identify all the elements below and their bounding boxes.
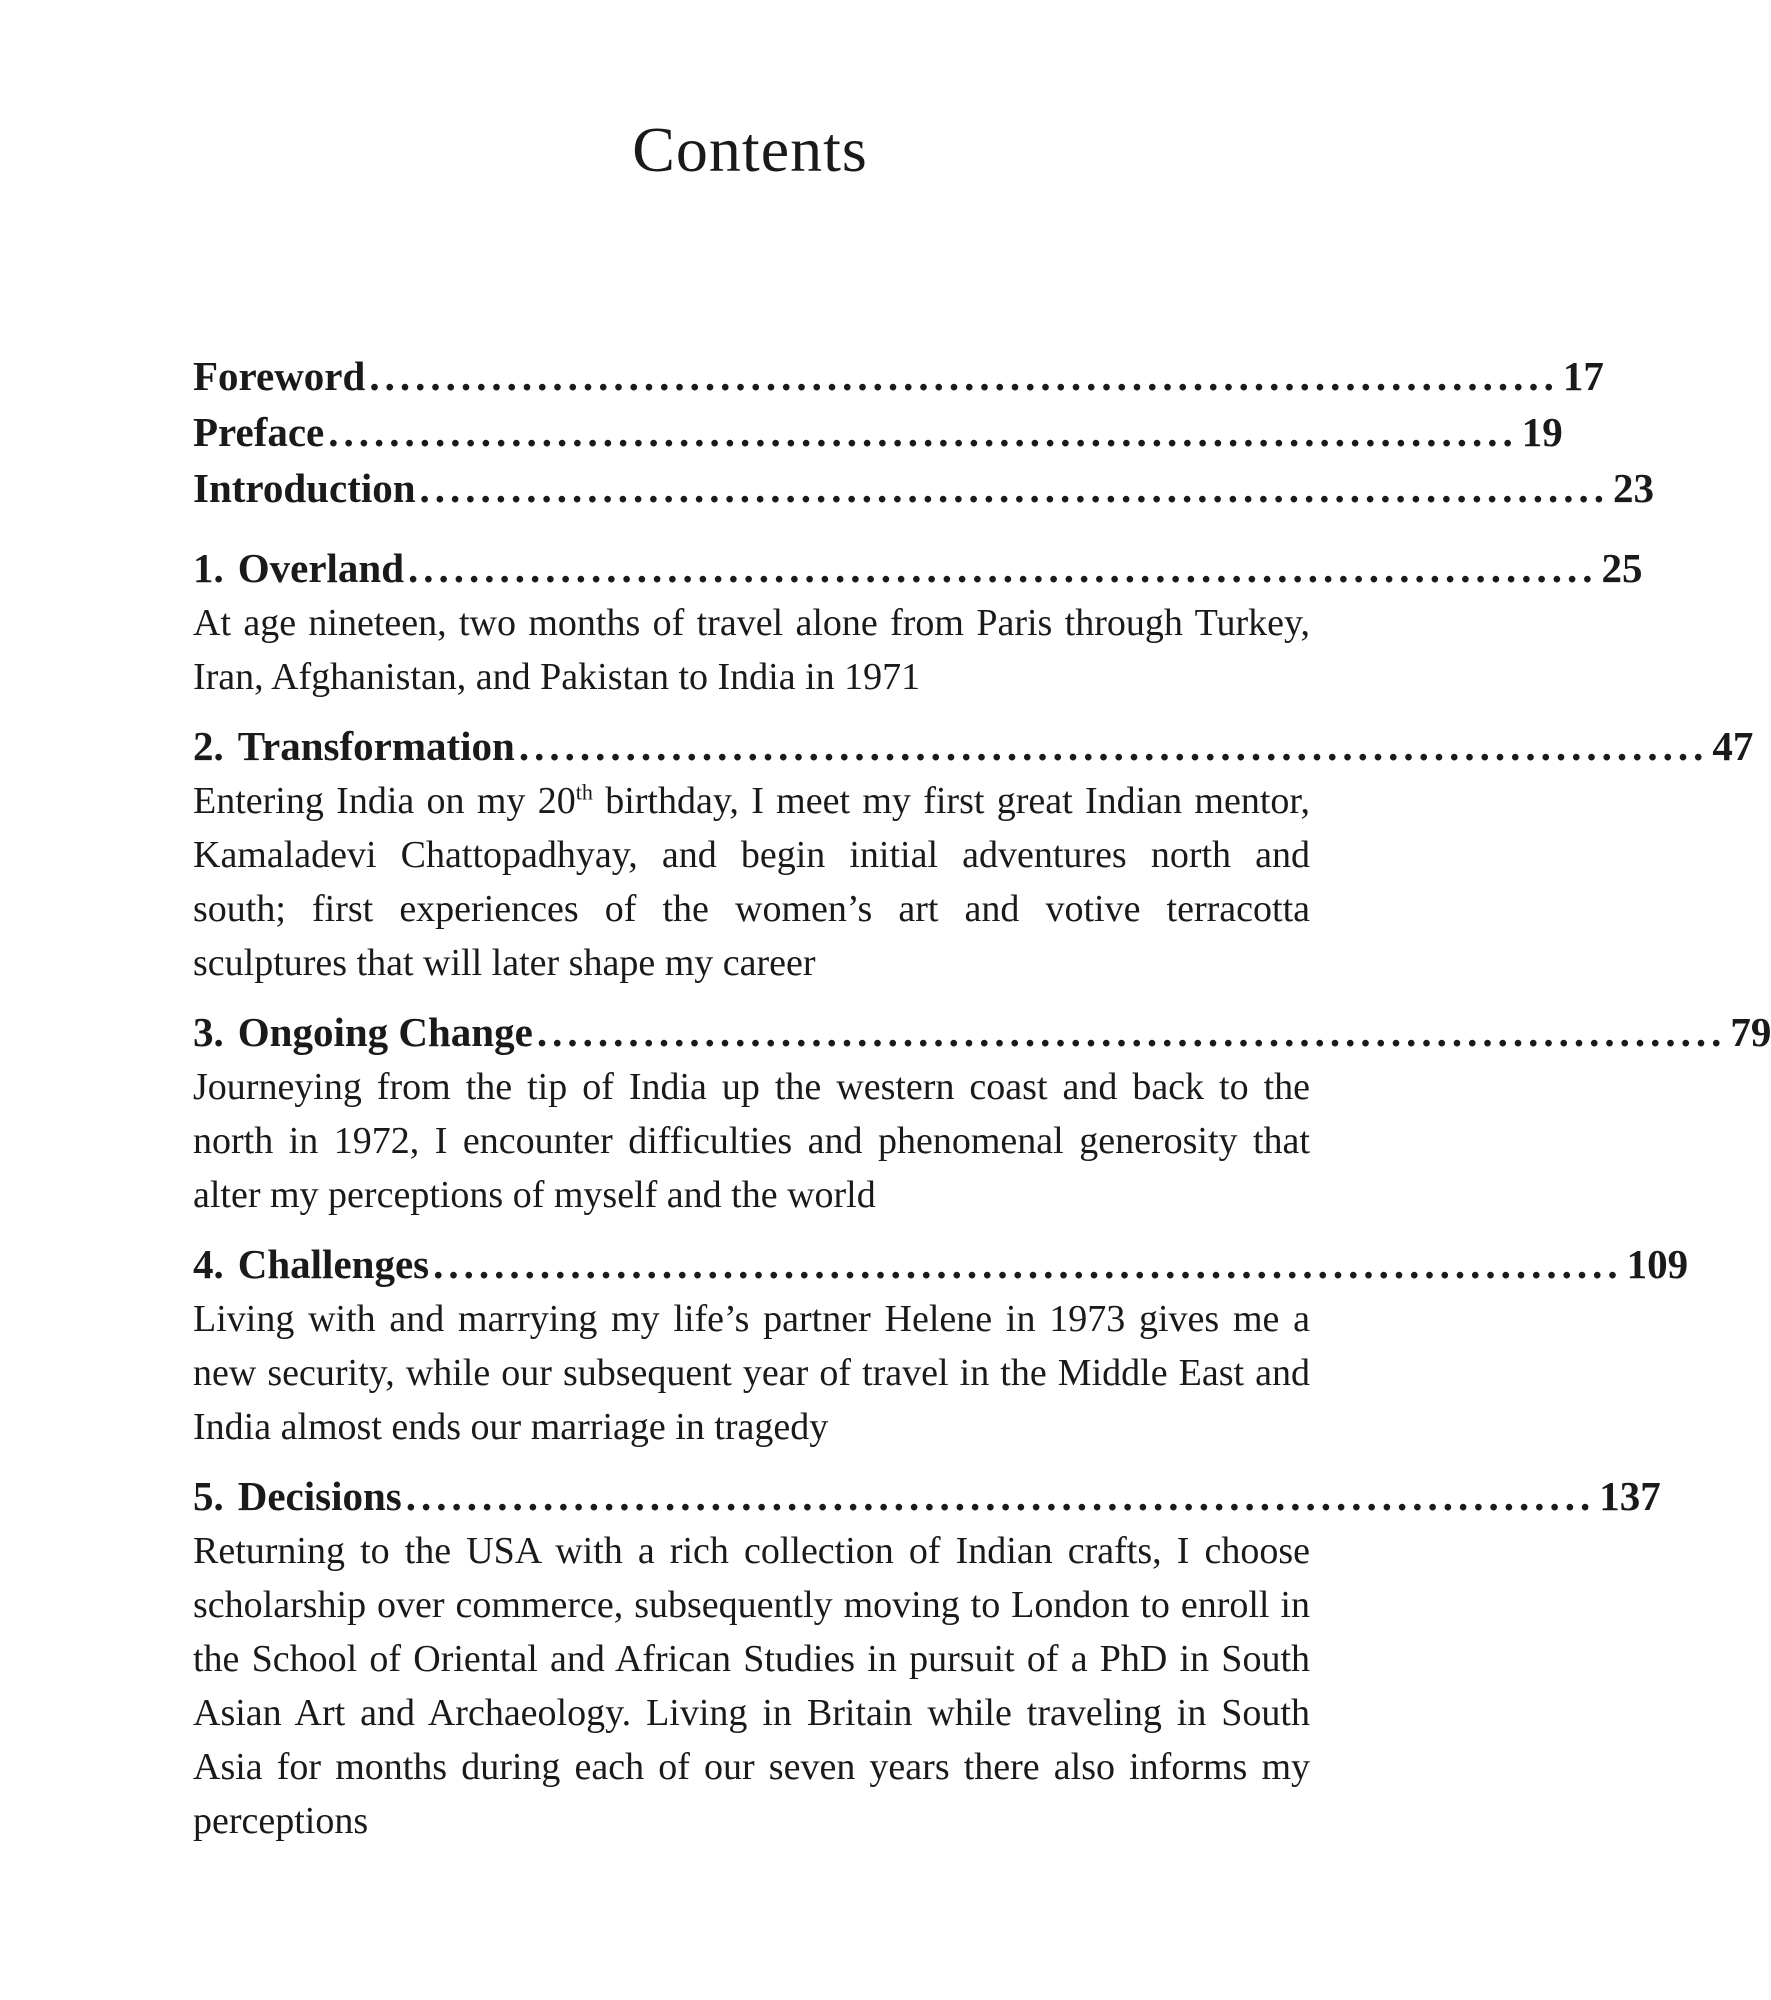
toc-entry-foreword[interactable] <box>193 348 1604 404</box>
chapter-title <box>193 718 515 774</box>
chapter-label: Decisions <box>237 1473 402 1519</box>
toc-chapter-4 <box>193 1236 1689 1454</box>
chapter-page-number: 137 <box>1599 1473 1661 1519</box>
entry-page-number: 19 <box>1521 409 1563 455</box>
chapter-page-number: 25 <box>1601 545 1643 591</box>
dot-leader: .............................................................................. <box>405 1473 1596 1519</box>
toc-chapter-3 <box>193 1004 1771 1222</box>
dot-leader: .............................................................................. <box>369 353 1559 399</box>
chapter-label: Transformation <box>237 723 515 769</box>
toc-entry-preface[interactable] <box>193 404 1563 460</box>
chapter-title <box>193 540 404 596</box>
chapter-number: 4. <box>193 1241 224 1287</box>
entry-page-number: 17 <box>1562 353 1604 399</box>
chapter-heading[interactable] <box>193 1468 1661 1524</box>
entry-label: Preface <box>193 409 325 455</box>
entry-label: Introduction <box>193 465 416 511</box>
chapter-list <box>193 540 1771 1848</box>
chapter-number: 1. <box>193 545 224 591</box>
chapter-label: Overland <box>237 545 405 591</box>
chapter-number: 3. <box>193 1009 224 1055</box>
chapter-heading[interactable] <box>193 718 1754 774</box>
dot-leader: .............................................................................. <box>433 1241 1623 1287</box>
toc-chapter-2 <box>193 718 1754 990</box>
chapter-number: 2. <box>193 723 224 769</box>
chapter-description: Journeying from the tip of India up the western coast and back to the north in 1972, I encounter difficulties and phenomenal generosity that alter my perceptions of myself and the world <box>193 1066 1310 1216</box>
ordinal-suffix: th <box>575 779 593 805</box>
description-text: Entering India on my 20 <box>193 780 576 822</box>
dot-leader: .............................................................................. <box>536 1009 1727 1055</box>
chapter-description: Living with and marrying my life’s partner Helene in 1973 gives me a new security, while our subsequent year of travel in the Middle East and India almost ends our marriage in tragedy <box>193 1298 1310 1448</box>
chapter-description: At age nineteen, two months of travel alone from Paris through Turkey, Iran, Afghanistan, and Pakistan to India in 1971 <box>193 602 1310 698</box>
chapter-label: Challenges <box>237 1241 430 1287</box>
dot-leader: .............................................................................. <box>518 723 1709 769</box>
chapter-page-number: 109 <box>1626 1241 1689 1287</box>
chapter-page-number: 79 <box>1730 1009 1771 1055</box>
entry-label: Foreword <box>193 353 366 399</box>
entry-page-number: 23 <box>1613 465 1655 511</box>
description-text: birthday, I meet my first great Indian mentor, Kamaladevi Chattopadhyay, and begin initial adventures north and south; first experiences of the women’s art and votive terracotta sculptures that will later shape my career <box>193 780 1311 984</box>
dot-leader: .............................................................................. <box>408 545 1598 591</box>
toc-entry-introduction[interactable] <box>193 460 1655 516</box>
toc-chapter-1 <box>193 540 1643 704</box>
toc-chapter-5 <box>193 1468 1661 1848</box>
chapter-description: Returning to the USA with a rich collection of Indian crafts, I choose scholarship over commerce, subsequently moving to London to enroll in the School of Oriental and African Studies in pursuit of a PhD in South Asian Art and Archaeology. Living in Britain while traveling in South Asia for months during each of our seven years there also informs my perceptions <box>193 1530 1310 1842</box>
chapter-page-number: 47 <box>1712 723 1754 769</box>
chapter-heading[interactable] <box>193 1236 1689 1292</box>
page-title: Contents <box>632 113 868 185</box>
chapter-heading[interactable] <box>193 1004 1771 1060</box>
chapter-label: Ongoing Change <box>237 1009 533 1055</box>
table-of-contents <box>193 348 1771 1848</box>
chapter-number: 5. <box>193 1473 224 1519</box>
chapter-title <box>193 1236 429 1292</box>
chapter-description <box>193 774 1310 990</box>
dot-leader: .............................................................................. <box>419 465 1610 511</box>
chapter-title <box>193 1468 402 1524</box>
chapter-title <box>193 1004 533 1060</box>
front-matter-list <box>193 348 1655 516</box>
dot-leader: .............................................................................. <box>328 409 1518 455</box>
chapter-heading[interactable] <box>193 540 1643 596</box>
